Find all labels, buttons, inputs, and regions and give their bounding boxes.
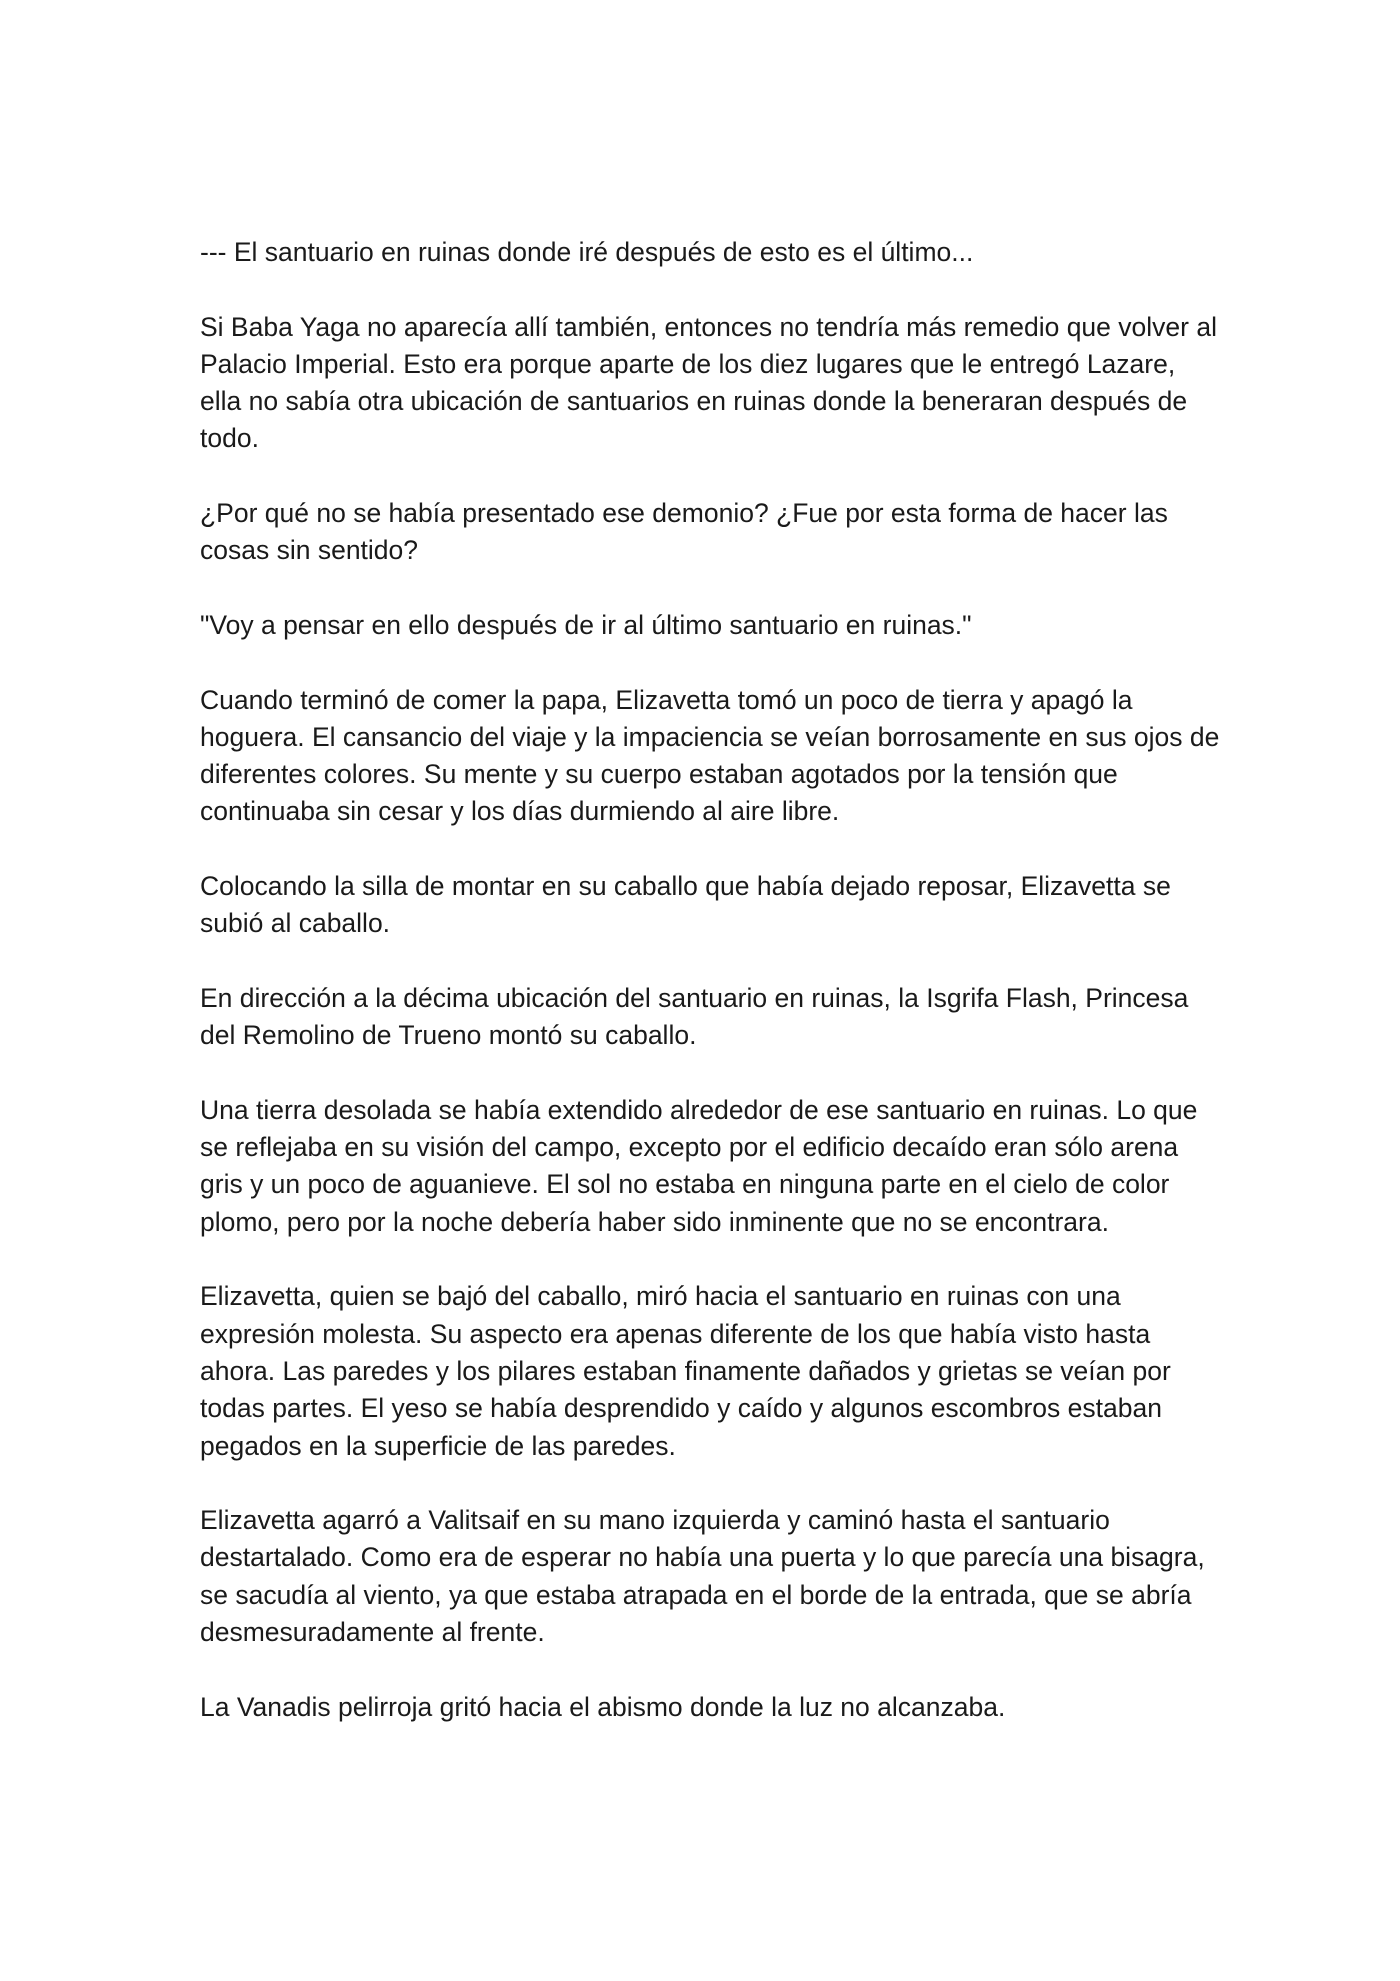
paragraph: Cuando terminó de comer la papa, Elizavetta tomó un poco de tierra y apagó la hoguera. El cansancio del viaje y la impaciencia se veían borrosamente en sus ojos de diferentes colores. Su mente y su cuerpo estaban agotados por la tensión que continuaba sin cesar y los días durmiendo al aire libre.	[200, 684, 1220, 827]
paragraph: En dirección a la décima ubicación del santuario en ruinas, la Isgrifa Flash, Princesa del Remolino de Trueno montó su caballo.	[200, 982, 1189, 1051]
paragraph: Colocando la silla de montar en su caballo que había dejado reposar, Elizavetta se subió al caballo.	[200, 871, 1171, 939]
paragraph: --- El santuario en ruinas donde iré después de esto es el último...	[200, 237, 974, 267]
paragraph: Elizavetta agarró a Valitsaif en su mano izquierda y caminó hasta el santuario destartalado. Como era de esperar no había una puerta y lo que parecía una bisagra, se sacudía al viento, ya que estaba atrapada en el borde de la entrada, que se abría desmesuradamente al frente.	[200, 1505, 1205, 1647]
paragraph: Elizavetta, quien se bajó del caballo, miró hacia el santuario en ruinas con una expresión molesta. Su aspecto era apenas diferente de los que había visto hasta ahora. Las paredes y los pilares estaban finamente dañados y grietas se veían por todas partes. El yeso se había desprendido y caído y algunos escombros estaban pegados en la superficie de las paredes.	[200, 1281, 1171, 1461]
paragraph: "Voy a pensar en ello después de ir al último santuario en ruinas."	[200, 609, 972, 640]
paragraph: ¿Por qué no se había presentado ese demonio? ¿Fue por esta forma de hacer las cosas sin sentido?	[200, 498, 1168, 566]
paragraph: La Vanadis pelirroja gritó hacia el abismo donde la luz no alcanzaba.	[200, 1691, 1006, 1722]
document-body	[200, 234, 1220, 1726]
paragraph: Si Baba Yaga no aparecía allí también, entonces no tendría más remedio que volver al Palacio Imperial. Esto era porque aparte de los diez lugares que le entregó Lazare, ella no sabía otra ubicación de santuarios en ruinas donde la beneraran después de todo.	[200, 311, 1217, 454]
paragraph: Una tierra desolada se había extendido alrededor de ese santuario en ruinas. Lo que se reflejaba en su visión del campo, excepto por el edificio decaído eran sólo arena gris y un poco de aguanieve. El sol no estaba en ninguna parte en el cielo de color plomo, pero por la noche debería haber sido inminente que no se encontrara.	[200, 1094, 1198, 1237]
